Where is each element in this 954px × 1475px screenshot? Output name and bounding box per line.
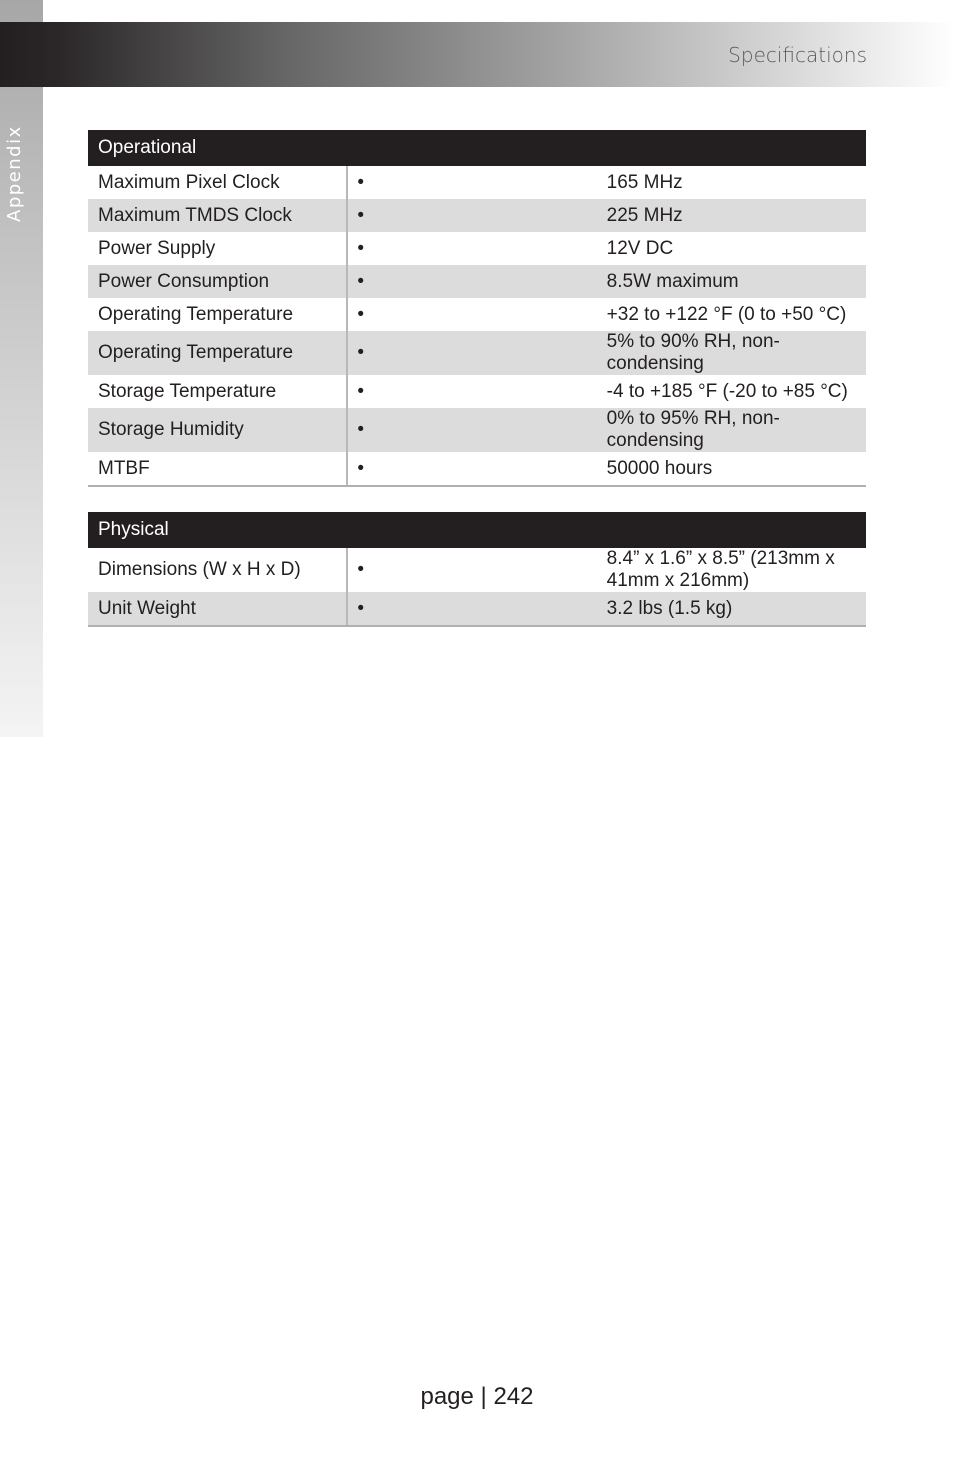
- table-row: [88, 592, 866, 626]
- table-row: [88, 375, 866, 408]
- spec-label: Power Supply: [88, 232, 347, 265]
- table-header-row: [88, 130, 866, 166]
- bullet: •: [347, 199, 606, 232]
- page-number: page | 242: [420, 1383, 534, 1410]
- table-row: [88, 548, 866, 592]
- spec-value: 5% to 90% RH, non-condensing: [607, 331, 866, 375]
- spec-label: Operating Temperature: [88, 298, 347, 331]
- table-row: [88, 408, 866, 452]
- table-row: [88, 232, 866, 265]
- side-tab: [0, 0, 43, 737]
- bullet: •: [357, 380, 364, 402]
- spec-value: -4 to +185 °F (-20 to +85 °C): [606, 380, 848, 402]
- bullet: •: [347, 452, 606, 486]
- spec-label: Operating Temperature: [88, 331, 347, 375]
- spec-value: 165 MHz: [606, 171, 683, 193]
- table-title: Operational: [88, 130, 866, 166]
- spec-label: Unit Weight: [88, 592, 347, 626]
- bullet: •: [357, 237, 364, 259]
- spec-label: Maximum Pixel Clock: [88, 166, 347, 199]
- bullet: •: [347, 408, 606, 452]
- page-title: Specifications: [728, 43, 867, 67]
- table-row: [88, 298, 866, 331]
- bullet: •: [347, 265, 606, 298]
- spec-value: 50000 hours: [607, 452, 866, 486]
- table-header-row: [88, 512, 866, 548]
- table-row: [88, 452, 866, 486]
- spec-label: Dimensions (W x H x D): [88, 548, 347, 592]
- table-title: Physical: [88, 512, 866, 548]
- spec-value: 8.5W maximum: [607, 265, 866, 298]
- bullet: •: [347, 592, 606, 626]
- spec-label: MTBF: [88, 452, 347, 486]
- bullet: •: [357, 559, 364, 580]
- table-row: [88, 331, 866, 375]
- bullet: •: [357, 303, 364, 325]
- physical-table: [88, 512, 866, 627]
- spec-label: Power Consumption: [88, 265, 347, 298]
- operational-table: [88, 130, 866, 487]
- spec-value: 0% to 95% RH, non-condensing: [607, 408, 866, 452]
- header-bar: [0, 22, 954, 87]
- spec-label: Storage Temperature: [88, 375, 347, 408]
- table-row: [88, 199, 866, 232]
- bullet: •: [347, 331, 606, 375]
- bullet: •: [357, 171, 364, 193]
- spec-label: Maximum TMDS Clock: [88, 199, 347, 232]
- table-row: [88, 166, 866, 199]
- spec-value: 3.2 lbs (1.5 kg): [607, 592, 866, 626]
- spec-value: +32 to +122 °F (0 to +50 °C): [606, 303, 847, 325]
- table-row: [88, 265, 866, 298]
- spec-value: 12V DC: [606, 237, 674, 259]
- section-label: Appendix: [4, 125, 25, 222]
- spec-label: Storage Humidity: [88, 408, 347, 452]
- spec-value: 225 MHz: [607, 199, 866, 232]
- spec-value: 8.4” x 1.6” x 8.5” (213mm x 41mm x 216mm): [606, 548, 835, 591]
